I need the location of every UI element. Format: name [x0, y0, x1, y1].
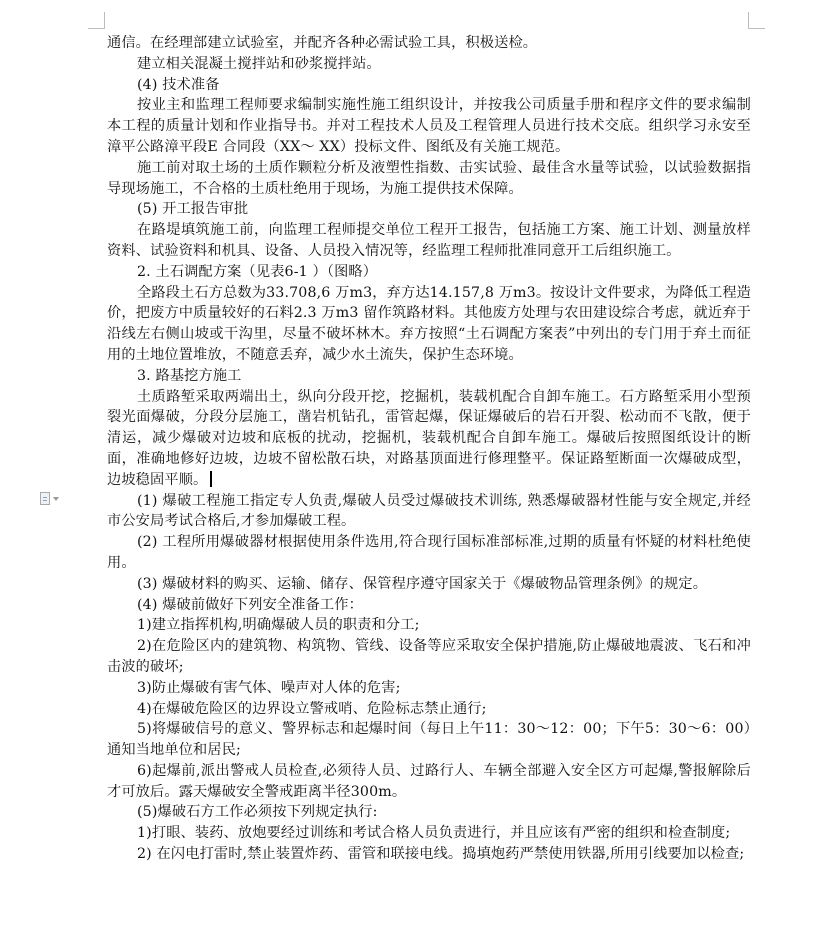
- body-paragraph: [107, 761, 751, 803]
- body-paragraph: [107, 54, 751, 75]
- paragraph-text: 2)在危险区内的建筑物、构筑物、管线、设备等应采取安全保护措施,防止爆破地震波、飞石和冲击波的破坏;: [107, 638, 751, 675]
- paragraph-text: (5)爆破石方工作必须按下列规定执行:: [137, 804, 378, 821]
- margin-corner-top-right: [748, 12, 765, 29]
- body-paragraph: [107, 283, 751, 366]
- text-cursor: [210, 471, 212, 487]
- paragraph-text: 6)起爆前,派出警戒人员检查,必须待人员、过路行人、车辆全部避入安全区方可起爆,警报解除后才可放后。露天爆破安全警戒距离半径300m。: [107, 762, 751, 800]
- margin-corner-top-left: [88, 12, 105, 29]
- body-paragraph: [107, 636, 751, 678]
- paragraph-text: (2) 工程所用爆破器材根据使用条件选用,符合现行国标准部标准,过期的质量有怀疑的材料杜绝使用。: [107, 534, 751, 571]
- paragraph-text: 2. 土石调配方案（见表6-1 ）（图略）: [137, 263, 378, 280]
- body-paragraph: [107, 678, 751, 699]
- body-paragraph: [107, 199, 751, 220]
- body-paragraph: [107, 802, 751, 823]
- document-page[interactable]: [107, 33, 751, 865]
- body-paragraph: [107, 95, 751, 157]
- body-paragraph: [107, 366, 751, 387]
- paragraph-text: (5) 开工报告审批: [137, 201, 249, 218]
- body-paragraph: [107, 719, 751, 761]
- paragraph-text: (4) 技术准备: [137, 76, 220, 93]
- paragraph-text: 在路堤填筑施工前，向监理工程师提交单位工程开工报告，包括施工方案、施工计划、测量放样资料、试验资料和机具、设备、人员投入情况等，经监理工程师批准同意开工后组织施工。: [107, 222, 751, 259]
- body-paragraph: [107, 595, 751, 616]
- paragraph-text: 建立相关混凝土搅拌站和砂浆搅拌站。: [137, 55, 381, 72]
- body-paragraph: [107, 491, 751, 533]
- paragraph-text: 施工前对取土场的土质作颗粒分析及液塑性指数、击实试验、最佳含水量等试验，以试验数据指导现场施工，不合格的土质杜绝用于现场，为施工提供技术保障。: [107, 159, 751, 197]
- body-paragraph: [107, 844, 751, 865]
- paragraph-text: 2) 在闪电打雷时,禁止装置炸药、雷管和联接电线。捣填炮药严禁使用铁器,所用引线要加以检查;: [137, 846, 745, 863]
- paragraph-text: 1)打眼、装药、放炮要经过训练和考试合格人员负责进行，并且应该有严密的组织和检查制度;: [137, 825, 731, 842]
- body-paragraph: [107, 33, 751, 54]
- paragraph-text: (3) 爆破材料的购买、运输、储存、保管程序遵守国家关于《爆破物品管理条例》的规定。: [137, 575, 708, 592]
- paragraph-text: 土质路堑采取两端出土，纵向分段开挖，挖掘机，装载机配合自卸车施工。石方路堑采用小型预裂光面爆破，分段分层施工，凿岩机钻孔，雷管起爆，保证爆破后的岩石开裂、松动而不飞散，便于清运，减少爆破对边坡和底板的扰动，挖掘机，装载机配合自卸车施工。爆破后按照图纸设计的断面，准确地修好边坡，边坡不留松散石块，对路基顶面进行修理整平。保证路堑断面一次爆破成型，边坡稳固平顺。: [107, 388, 751, 488]
- chevron-down-icon: [53, 497, 59, 501]
- paragraph-text: 5)将爆破信号的意义、警界标志和起爆时间（每日上午11：30～12：00；下午5：30～6：00）通知当地单位和居民;: [107, 721, 751, 759]
- body-paragraph: [107, 75, 751, 96]
- paragraph-text: 全路段土石方总数为33.708,6 万m3，弃方达14.157,8 万m3。按设计文件要求，为降低工程造价，把废方中质量较好的石料2.3 万m3 留作筑路材料。其他废方处理与农田建设综合考虑，就近弃于沿线左右侧山坡或干沟里，尽量不破坏林木。弃方按照“土石调配方案表”中列出的专门用于弃土而征用的土地位置堆放，不随意丢弃，减少水土流失，保护生态环境。: [107, 284, 751, 363]
- body-paragraph: [107, 532, 751, 574]
- body-paragraph: [107, 823, 751, 844]
- paragraph-text: 3)防止爆破有害气体、噪声对人体的危害;: [137, 679, 401, 696]
- paragraph-text: 4)在爆破危险区的边界设立警戒哨、危险标志禁止通行;: [137, 700, 487, 717]
- body-paragraph: [107, 262, 751, 283]
- body-paragraph: [107, 574, 751, 595]
- body-paragraph: [107, 615, 751, 636]
- body-paragraph: [107, 158, 751, 200]
- paragraph-text: 通信。在经理部建立试验室，并配齐各种必需试验工具，积极送检。: [107, 35, 538, 51]
- paragraph-text: (4) 爆破前做好下列安全准备工作：: [137, 596, 363, 613]
- document-icon: [40, 492, 50, 505]
- paragraph-text: 3. 路基挖方施工: [137, 367, 242, 384]
- paragraph-options-icon[interactable]: [40, 492, 59, 505]
- paragraph-text: 1)建立指挥机构,明确爆破人员的职责和分工;: [137, 617, 420, 634]
- body-paragraph: [107, 699, 751, 720]
- paragraph-text: (1) 爆破工程施工指定专人负责,爆破人员受过爆破技术训练, 熟悉爆破器材性能与安全规定,并经市公安局考试合格后,才参加爆破工程。: [107, 492, 751, 530]
- body-paragraph: [107, 387, 751, 491]
- body-paragraph: [107, 220, 751, 262]
- paragraph-text: 按业主和监理工程师要求编制实施性施工组织设计，并按我公司质量手册和程序文件的要求编制本工程的质量计划和作业指导书。并对工程技术人员及工程管理人员进行技术交底。组织学习永安至漳平公路漳平段E 合同段（XX～ XX）投标文件、图纸及有关施工规范。: [107, 97, 751, 155]
